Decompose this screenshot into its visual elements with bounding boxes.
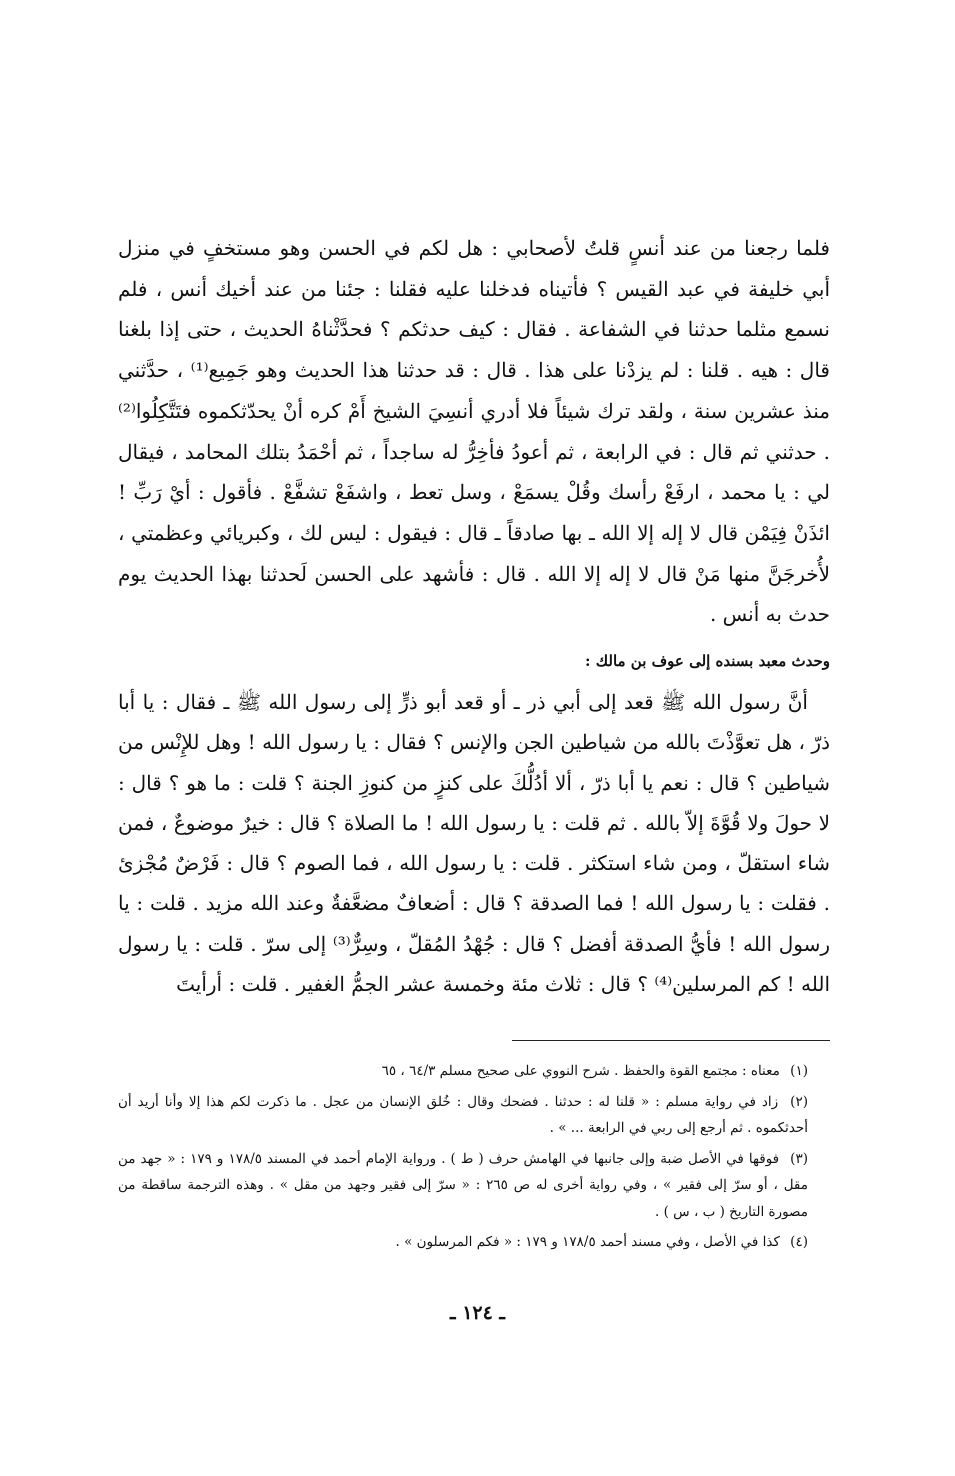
footnote xyxy=(118,1089,830,1142)
footnote-text: معناه : مجتمع القوة والحفظ . شرح النووي على صحيح مسلم ٦٤/٣ ، ٦٥ xyxy=(381,1063,780,1079)
footnote-number: (١) xyxy=(790,1063,808,1079)
footnote-number: (٢) xyxy=(790,1093,808,1110)
footnote xyxy=(118,1058,830,1085)
main-paragraph xyxy=(118,228,830,635)
footnote xyxy=(118,1229,830,1256)
footnote-number: (٤) xyxy=(790,1234,808,1250)
footnote-text: فوقها في الأصل ضبة وإلى جانبها في الهامش حرف ( ط ) . ورواية الإمام أحمد في المسند ١٧٨/٥ و ١٧٩ : « جهد من مقل ، أو سرّ إلى فقير » ، وفي رواية أخرى له ص ٢٦٥ : « سرّ إلى فقير وجهد من مقل » . وهذه الترجمة ساقطة من مصورة التاريخ ( ب ، س ) . xyxy=(118,1150,808,1220)
second-paragraph-text: أنَّ رسول الله ﷺ قعد إلى أبي ذر ـ أو قعد أبو ذرٍّ إلى رسول الله ﷺ ـ فقال : يا أبا ذرّ ، هل تعوَّذْتَ بالله من شياطين الجن والإنس ؟ فقال : يا رسول الله ! وهل للإِنْس من شياطين ؟ قال : نعم يا أبا ذرّ ، ألا أدُلُّكَ على كنزٍ من كنوزِ الجنة ؟ قلت : ما هو ؟ قال : لا حولَ ولا قُوَّةَ إلاّ بالله . ثم قلت : يا رسول الله ! ما الصلاة ؟ قال : خيرٌ موضوعٌ ، فمن شاء استقلّ ، ومن شاء استكثر . قلت : يا رسول الله ، فما الصوم ؟ قال : فَرْضٌ مُجْزئ . فقلت : يا رسول الله ! فما الصدقة ؟ قال : أضعافٌ مضعَّفةٌ وعند الله مزيد . قلت : يا رسول الله ! فأيُّ الصدقة أفضل ؟ قال : جُهْدُ المُقلّ ، وسِرٌّ⁽³⁾ إلى سرّ . قلت : يا رسول الله ! كم المرسلين⁽⁴⁾ ؟ قال : ثلاث مئة وخمسة عشر الجمُّ الغفير . قلت : أرأيتَ xyxy=(118,690,830,997)
footnote-text: كذا في الأصل ، وفي مسند أحمد ١٧٨/٥ و ١٧٩ : « فكم المرسلون » . xyxy=(395,1234,780,1250)
page-number: ـ ١٢٤ ـ xyxy=(450,1302,505,1324)
footnote-number: (٣) xyxy=(790,1150,808,1167)
footnote-divider xyxy=(512,1040,830,1041)
footnotes xyxy=(118,1058,830,1260)
second-paragraph xyxy=(118,682,830,1004)
footnote-text: زاد في رواية مسلم : « قلنا له : حدثنا . فضحك وقال : خُلق الإنسان من عجل . ما ذكرت لكم هذا إلا وأنا أريد أن أحدثكموه . ثم أرجع إلى ربي في الرابعة ... » . xyxy=(118,1093,808,1136)
section-heading: وحدث معبد بسنده إلى عوف بن مالك : xyxy=(585,652,830,670)
main-paragraph-text: فلما رجعنا من عند أنسٍ قلتُ لأصحابي : هل لكم في الحسن وهو مستخفٍ في منزل أبي خليفة في عبد القيس ؟ فأتيناه فدخلنا عليه فقلنا : جئنا من عند أخيك أنس ، فلم نسمع مثلما حدثنا في الشفاعة . فقال : كيف حدثكم ؟ فحدَّثْناهُ الحديث ، حتى إذا بلغنا قال : هيه . قلنا : لم يزدْنا على هذا . قال : قد حدثنا هذا الحديث وهو جَمِيع⁽¹⁾ ، حدَّثني منذ عشرين سنة ، ولقد ترك شيئاً فلا أدري أنسِيَ الشيخ أَمْ كره أنْ يحدّثكموه فتَتَّكِلُوا⁽²⁾ . حدثني ثم قال : في الرابعة ، ثم أعودُ فأخِرُّ له ساجداً ، ثم أحْمَدُ بتلك المحامد ، فيقال لي : يا محمد ، ارفَعْ رأسك وقُلْ يسمَعْ ، وسل تعط ، واشفَعْ تشفَّعْ . فأقول : أيْ رَبِّ ! ائذَنْ فِيَمْن قال لا إله إلا الله ـ بها صادقاً ـ قال : فيقول : ليس لك ، وكبريائي وعظمتي ، لأُخرجَنَّ منها مَنْ قال لا إله إلا الله . قال : فأشهد على الحسن لَحدثنا بهذا الحديث يوم حدث به أنس . xyxy=(118,236,831,627)
footnote xyxy=(118,1146,830,1226)
